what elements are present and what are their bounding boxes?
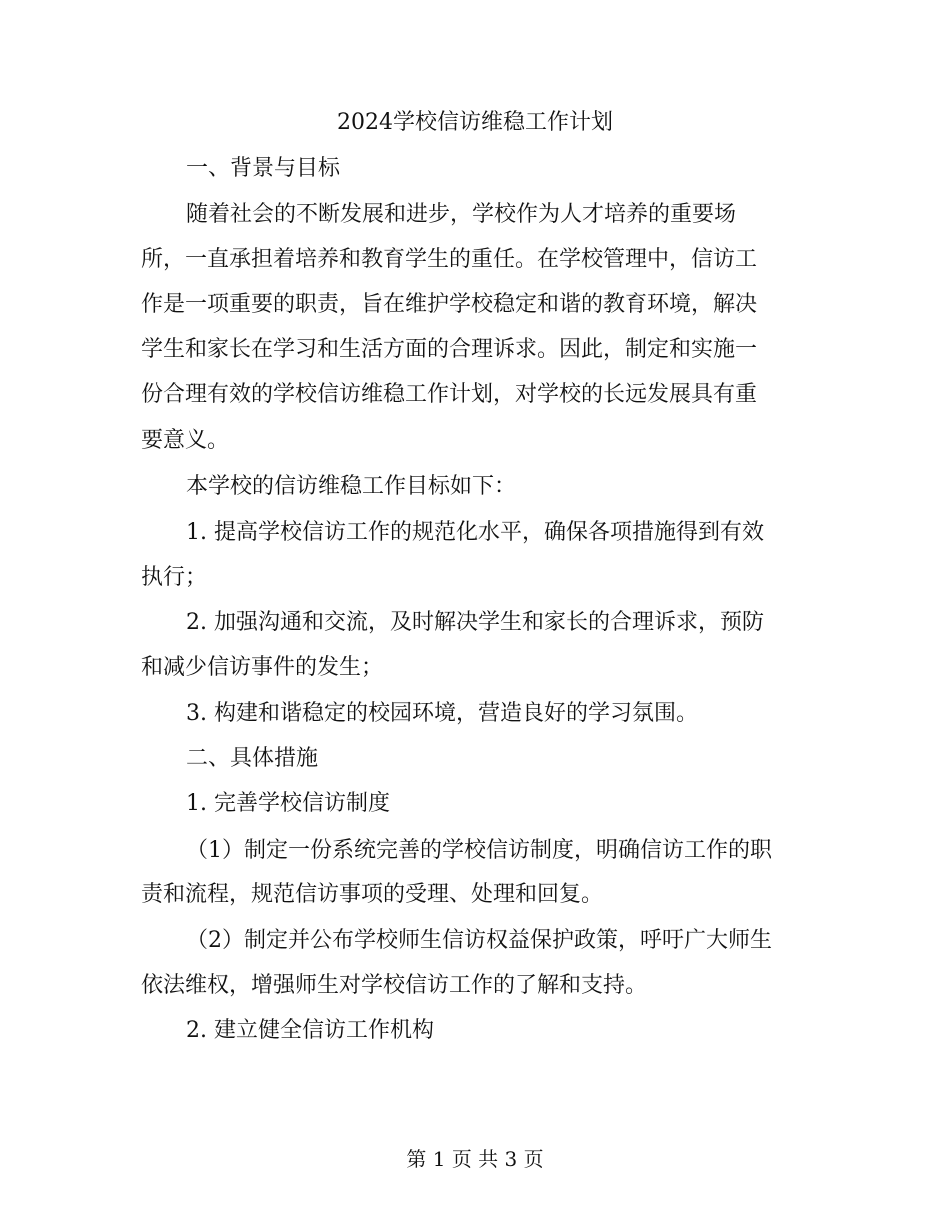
paragraph-line: 所，一直承担着培养和教育学生的重任。在学校管理中，信访工 xyxy=(141,247,758,272)
goal-item-2-cont: 和减少信访事件的发生； xyxy=(141,655,384,680)
paragraph-line: 学生和家长在学习和生活方面的合理诉求。因此，制定和实施一 xyxy=(141,337,758,362)
paragraph-line: 要意义。 xyxy=(141,428,230,453)
measure-item: （1）制定一份系统完善的学校信访制度，明确信访工作的职 xyxy=(186,838,772,863)
goal-item-1: 1. 提高学校信访工作的规范化水平，确保各项措施得到有效 xyxy=(186,520,764,545)
measure-item: （2）制定并公布学校师生信访权益保护政策，呼吁广大师生 xyxy=(186,928,772,953)
goals-intro: 本学校的信访维稳工作目标如下： xyxy=(186,474,517,499)
measure-heading-2: 2. 建立健全信访工作机构 xyxy=(186,1018,434,1043)
measure-heading-1: 1. 完善学校信访制度 xyxy=(186,791,390,816)
page-number-footer: 第 1 页 共 3 页 xyxy=(406,1147,544,1171)
document-title: 2024学校信访维稳工作计划 xyxy=(337,110,613,135)
section-heading-measures: 二、具体措施 xyxy=(186,746,319,771)
paragraph-line: 随着社会的不断发展和进步，学校作为人才培养的重要场 xyxy=(186,202,737,227)
goal-item-3: 3. 构建和谐稳定的校园环境，营造良好的学习氛围。 xyxy=(186,701,698,726)
measure-item-cont: 依法维权，增强师生对学校信访工作的了解和支持。 xyxy=(141,973,648,998)
section-heading-background: 一、背景与目标 xyxy=(186,156,341,181)
goal-item-2: 2. 加强沟通和交流，及时解决学生和家长的合理诉求，预防 xyxy=(186,610,764,635)
paragraph-line: 作是一项重要的职责，旨在维护学校稳定和谐的教育环境，解决 xyxy=(141,292,758,317)
measure-item-cont: 责和流程，规范信访事项的受理、处理和回复。 xyxy=(141,882,604,907)
goal-item-1-cont: 执行； xyxy=(141,565,208,590)
paragraph-line: 份合理有效的学校信访维稳工作计划，对学校的长远发展具有重 xyxy=(141,382,758,407)
